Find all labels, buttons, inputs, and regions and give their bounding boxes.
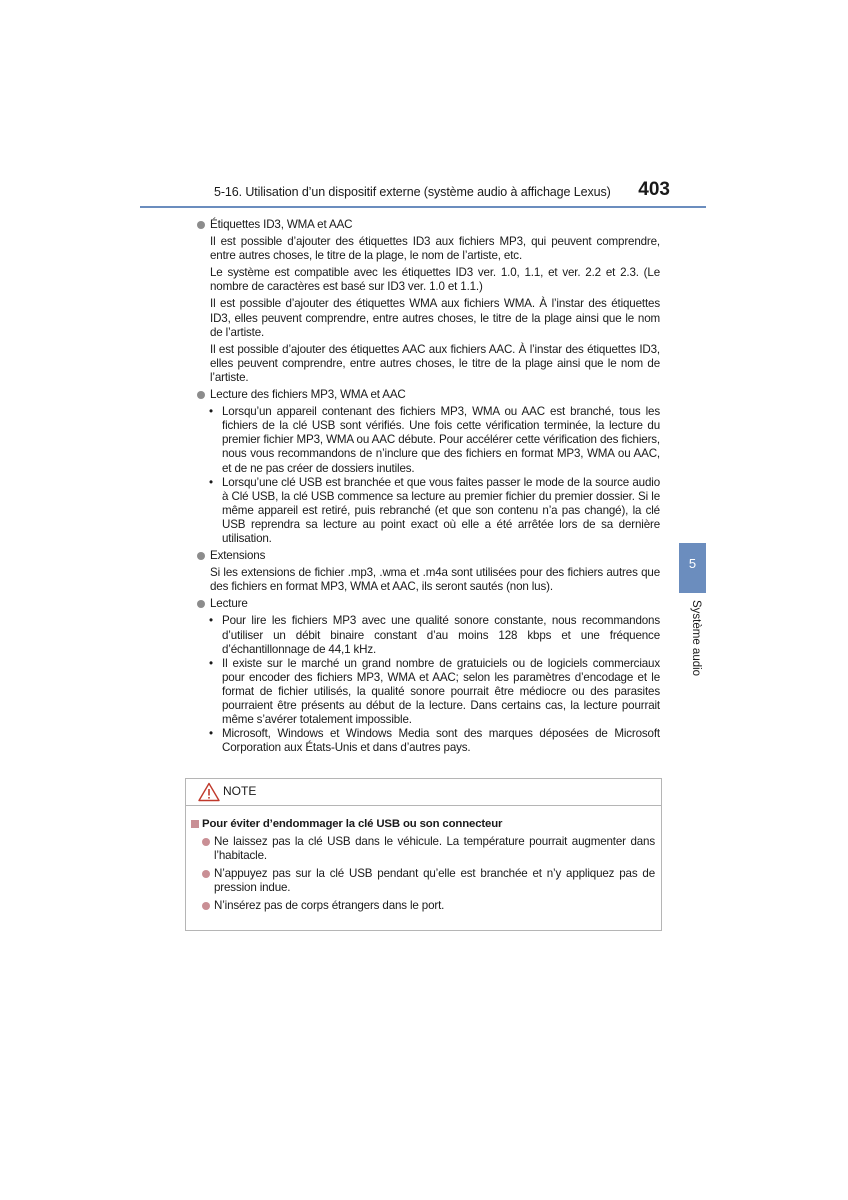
paragraph: Si les extensions de fichier .mp3, .wma et .m4a sont utilisées pour des fichiers autres que des fichiers en format MP3, WMA et AAC, ils seront sautés (non lus). xyxy=(210,566,660,594)
bullet-dot-icon xyxy=(197,391,205,399)
header-rule xyxy=(140,206,706,208)
note-label: NOTE xyxy=(223,784,257,798)
chapter-tab-label: Système audio xyxy=(690,600,702,677)
paragraph: Il est possible d’ajouter des étiquettes ID3 aux fichiers MP3, qui peuvent comprendre, entre autres choses, le titre de la plage, le nom de l’artiste, etc. xyxy=(210,235,660,263)
warning-icon xyxy=(198,782,220,802)
page-number: 403 xyxy=(638,179,670,200)
page-header xyxy=(140,178,706,208)
bullet-dot-icon xyxy=(202,838,210,846)
bullet-dot-icon xyxy=(202,902,210,910)
bullet-dot-icon xyxy=(197,600,205,608)
paragraph: Il est possible d’ajouter des étiquettes AAC aux fichiers AAC. À l’instar des étiquettes ID3, elles peuvent comprendre, entre autres choses, le titre de la plage ainsi que le nom de l’artiste. xyxy=(210,342,660,384)
note-header xyxy=(186,779,661,806)
main-content xyxy=(196,215,660,755)
bullet-list xyxy=(196,614,660,755)
paragraph: Il est possible d’ajouter des étiquettes WMA aux fichiers WMA. À l’instar des étiquettes ID3, elles peuvent comprendre, entre autres choses, le titre de la plage ainsi que le nom de l’artiste. xyxy=(210,297,660,339)
note-item: Ne laissez pas la clé USB dans le véhicule. La température pourrait augmenter dans l’habitacle. xyxy=(190,835,655,863)
bullet-dot-icon xyxy=(197,552,205,560)
list-item: • Pour lire les fichiers MP3 avec une qualité sonore constante, nous recommandons d’utiliser un débit binaire constant d’au moins 128 kbps et une fréquence d’échantillonnage de 44,1 kHz. xyxy=(209,614,660,656)
list-item: • Microsoft, Windows et Windows Media sont des marques déposées de Microsoft Corporation aux États-Unis et dans d’autres pays. xyxy=(209,727,660,755)
chapter-tab: 5 xyxy=(679,543,706,593)
section-title: Lecture des fichiers MP3, WMA et AAC xyxy=(196,388,660,402)
note-item: N’insérez pas de corps étrangers dans le port. xyxy=(190,899,655,913)
list-item: • Il existe sur le marché un grand nombre de gratuiciels ou de logiciels commerciaux pour encoder des fichiers MP3, WMA et AAC; selon les paramètres d’encodage et le format de fichier utilisés, la qualité sonore pourrait être médiocre ou des parasites pourraient être présents au début de la lecture. Dans certains cas, la lecture pourrait même s’avérer totalement impossible. xyxy=(209,656,660,727)
section-title: Étiquettes ID3, WMA et AAC xyxy=(196,218,660,232)
bullet-dot-icon xyxy=(197,221,205,229)
list-item: • Lorsqu’un appareil contenant des fichiers MP3, WMA ou AAC est branché, tous les fichiers de la clé USB sont vérifiés. Une fois cette vérification terminée, la lecture du premier fichier MP3, WMA ou AAC débute. Pour accélérer cette vérification des fichiers, nous vous recommandons de n’inclure que des fichiers en format MP3, WMA ou AAC, et de ne pas créer de dossiers inutiles. xyxy=(209,405,660,475)
bullet-dot-icon xyxy=(202,870,210,878)
note-box xyxy=(185,778,662,931)
bullet-list xyxy=(196,405,660,546)
list-item: • Lorsqu’une clé USB est branchée et que vous faites passer le mode de la source audio à Clé USB, la clé USB commence sa lecture au premier fichier du premier dossier. Si le même appareil est retiré, puis rebranché (et que son contenu n’a pas changé), la clé USB reprendra sa lecture au point exact où elle a été arrêtée lors de sa dernière utilisation. xyxy=(209,475,660,545)
note-item: N’appuyez pas sur la clé USB pendant qu’elle est branchée et n’y appliquez pas de pression indue. xyxy=(190,867,655,895)
section-title: Lecture xyxy=(196,597,660,611)
paragraph: Le système est compatible avec les étiquettes ID3 ver. 1.0, 1.1, et ver. 2.2 et 2.3. (Le nombre de caractères est basé sur ID3 ver. 1.0 et 1.1.) xyxy=(210,266,660,294)
square-bullet-icon xyxy=(191,820,199,828)
note-heading: Pour éviter d’endommager la clé USB ou son connecteur xyxy=(190,817,655,831)
section-title: Extensions xyxy=(196,549,660,563)
chapter-title: 5-16. Utilisation d’un dispositif externe (système audio à affichage Lexus) xyxy=(214,185,611,199)
note-body xyxy=(186,806,661,914)
